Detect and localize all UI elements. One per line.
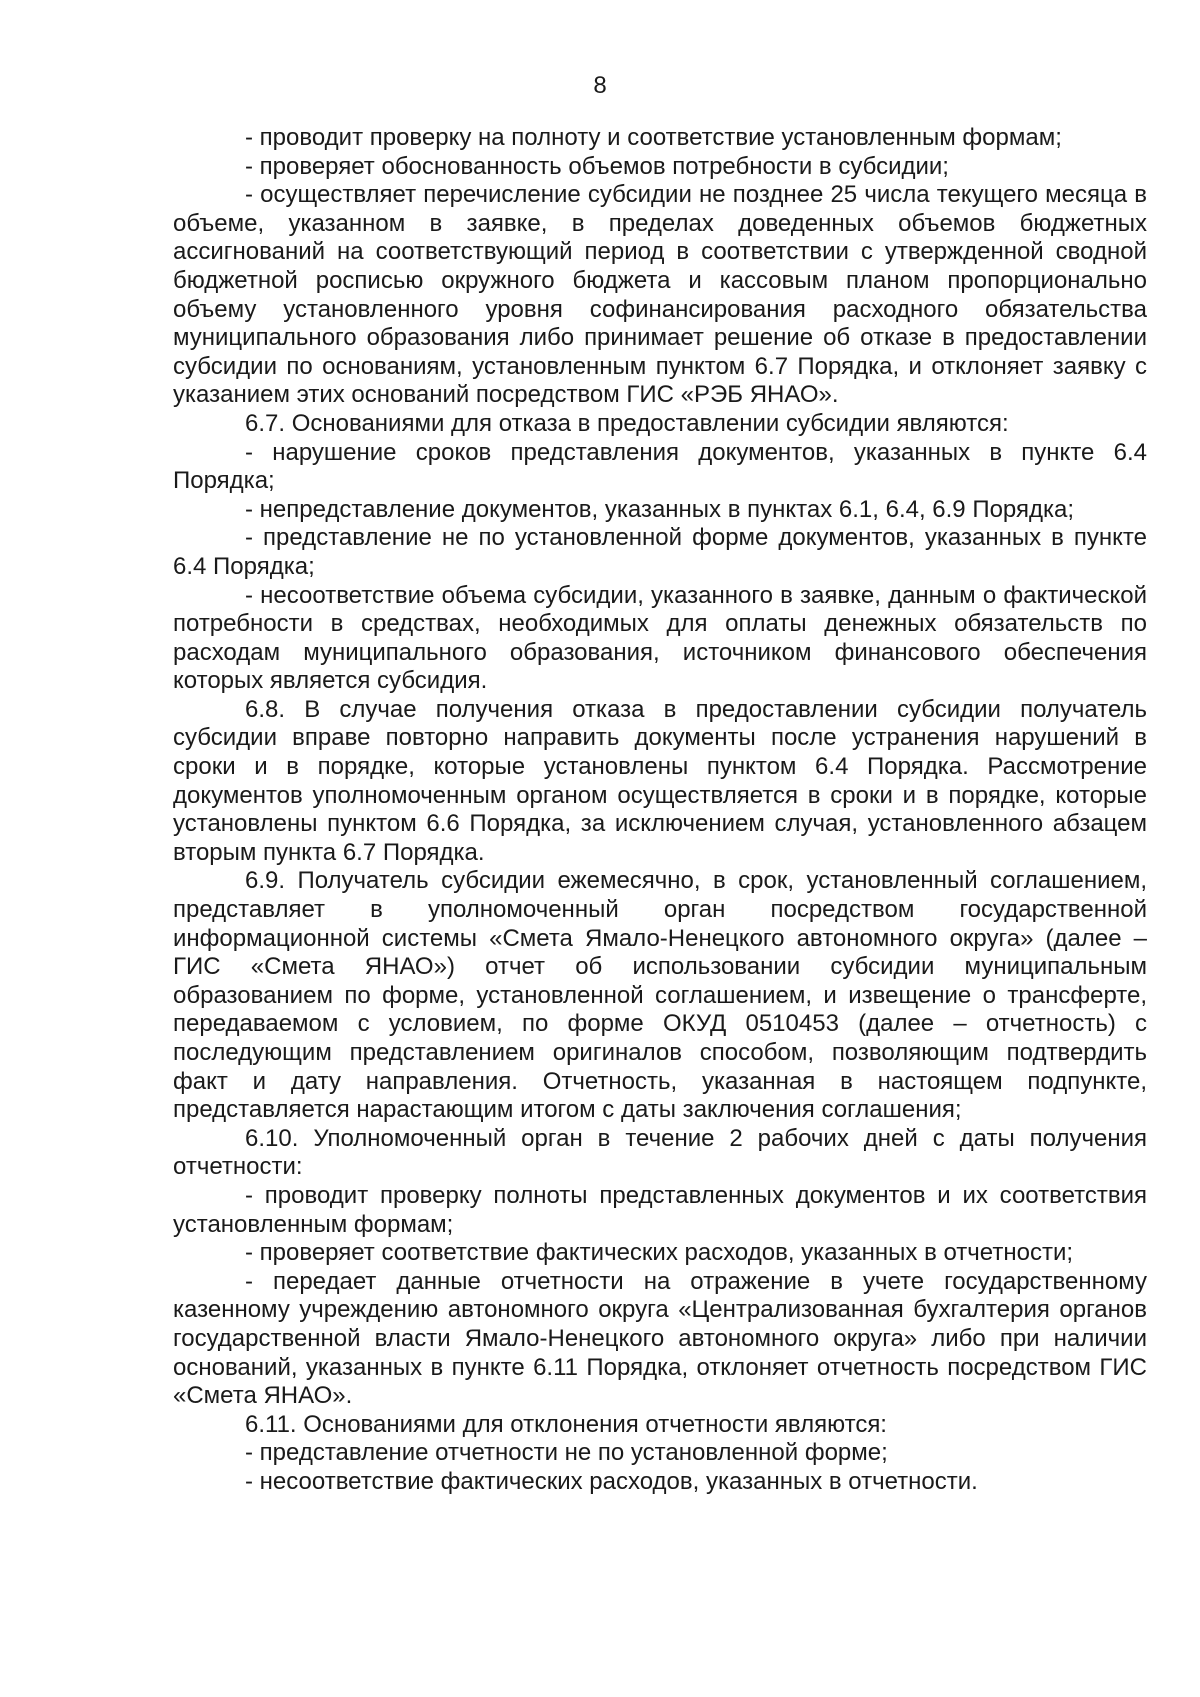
paragraph: 6.7. Основаниями для отказа в предоставлении субсидии являются: xyxy=(245,409,1009,437)
paragraph: 6.11. Основаниями для отклонения отчетности являются: xyxy=(245,1410,887,1438)
paragraph: - передает данные отчетности на отражение в учете государственному казенному учреждению автономного округа «Централизованная бухгалтерия органов государственной власти Ямало-Ненецкого автономного округа» либо при наличии оснований, указанных в пункте 6.11 Порядка, отклоняет отчетность посредством ГИС «Смета ЯНАО». xyxy=(173,1267,1147,1410)
page-number: 8 xyxy=(593,72,607,99)
paragraph: 6.8. В случае получения отказа в предоставлении субсидии получатель субсидии вправе повторно направить документы после устранения нарушений в сроки и в порядке, которые установлены пунктом 6.4 Порядка. Рассмотрение документов уполномоченным органом осуществляется в сроки и в порядке, которые установлены пунктом 6.6 Порядка, за исключением случая, установленного абзацем вторым пункта 6.7 Порядка. xyxy=(173,695,1147,866)
paragraph: - проверяет обоснованность объемов потребности в субсидии; xyxy=(245,152,949,180)
paragraph: 6.9. Получатель субсидии ежемесячно, в срок, установленный соглашением, представляет в уполномоченный орган посредством государственной информационной системы «Смета Ямало-Ненецкого автономного округа» (далее – ГИС «Смета ЯНАО») отчет об использовании субсидии муниципальным образованием по форме, установленной соглашением, и извещение о трансферте, передаваемом с условием, по форме ОКУД 0510453 (далее – отчетность) с последующим представлением оригиналов способом, позволяющим подтвердить факт и дату направления. Отчетность, указанная в настоящем подпункте, представляется нарастающим итогом с даты заключения соглашения; xyxy=(173,867,1147,1124)
paragraph: - представление не по установленной форме документов, указанных в пункте 6.4 Порядка; xyxy=(173,524,1147,580)
paragraph: - проводит проверку на полноту и соответствие установленным формам; xyxy=(245,124,1062,151)
paragraph: - несоответствие фактических расходов, указанных в отчетности. xyxy=(245,1467,978,1495)
paragraph: - нарушение сроков представления документов, указанных в пункте 6.4 Порядка; xyxy=(173,438,1147,495)
paragraph: - проверяет соответствие фактических расходов, указанных в отчетности; xyxy=(245,1239,1074,1267)
paragraph: - несоответствие объема субсидии, указанного в заявке, данным о фактической потребности в средствах, необходимых для оплаты денежных обязательств по расходам муниципального образования, источником финансового обеспечения которых является субсидия. xyxy=(173,581,1147,695)
paragraph: 6.10. Уполномоченный орган в течение 2 рабочих дней с даты получения отчетности: xyxy=(173,1124,1147,1181)
paragraph: - осуществляет перечисление субсидии не позднее 25 числа текущего месяца в объеме, указанном в заявке, в пределах доведенных объемов бюджетных ассигнований на соответствующий период в соответствии с утвержденной сводной бюджетной росписью окружного бюджета и кассовым планом пропорционально объему установленного уровня софинансирования расходного обязательства муниципального образования либо принимает решение об отказе в предоставлении субсидии по основаниям, установленным пунктом 6.7 Порядка, и отклоняет заявку с указанием этих оснований посредством ГИС «РЭБ ЯНАО». xyxy=(173,181,1147,409)
paragraph: - непредставление документов, указанных в пунктах 6.1, 6.4, 6.9 Порядка; xyxy=(245,495,1075,523)
paragraph: - проводит проверку полноты представленных документов и их соответствия установленным формам; xyxy=(173,1181,1147,1238)
paragraph: - представление отчетности не по установленной форме; xyxy=(245,1439,888,1467)
document-body xyxy=(173,124,1147,1497)
